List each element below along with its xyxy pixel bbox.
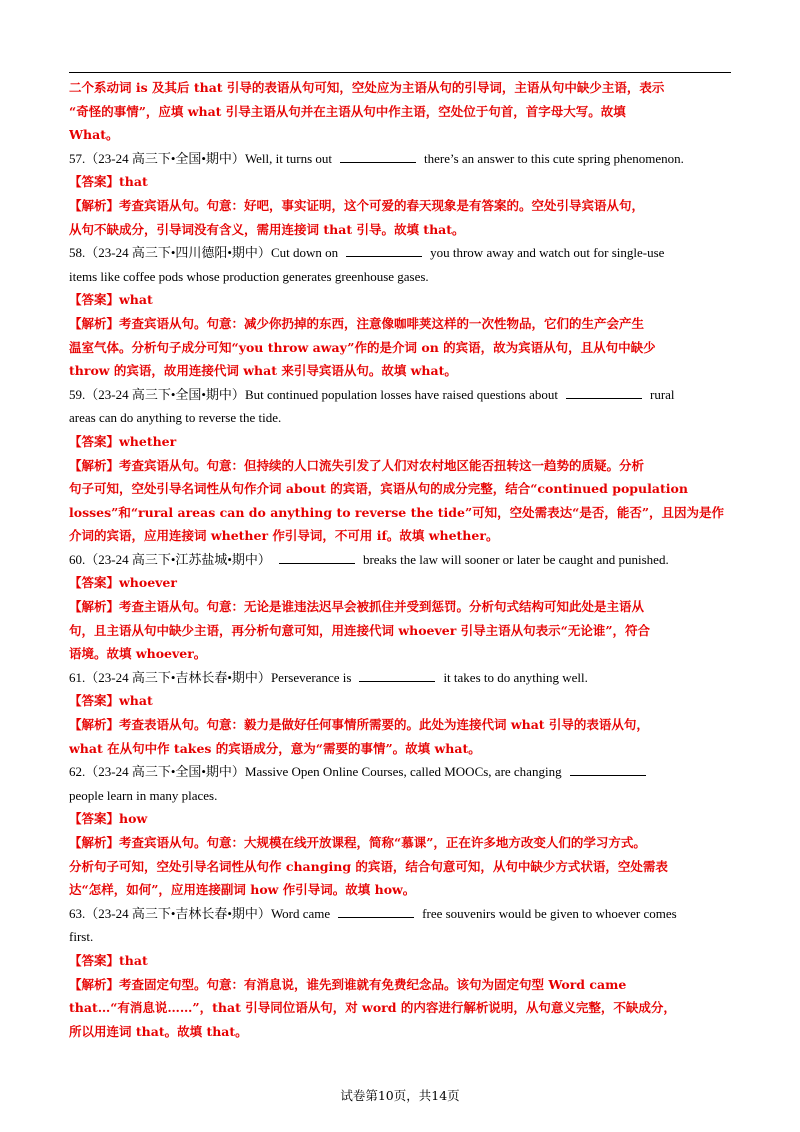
answer-blank <box>279 551 355 564</box>
prev-analysis-line: “奇怪的事情”，应填 what 引导主语从句并在主语从句中作主语，空处位于句首，首字母大写。故填 <box>69 103 626 119</box>
question-number: 60. <box>69 551 86 567</box>
answer-line: 【答案】what <box>69 292 153 308</box>
answer-line: 【答案】how <box>69 811 148 827</box>
analysis-line: 【解析】考查主语从句。句意：无论是谁违法迟早会被抓住并受到惩罚。分析句式结构可知此处是主语从 <box>69 599 645 615</box>
question-stem: 59.（23-24 高三下•全国•期中）But continued population losses have raised questions about rural <box>69 386 675 402</box>
question-source: （23-24 高三下•江苏盐城•期中） <box>85 551 271 567</box>
question-source: （23-24 高三下•吉林长春•期中） <box>85 905 271 921</box>
prev-analysis-line: What。 <box>69 127 119 143</box>
question-stem: 63.（23-24 高三下•吉林长春•期中）Word came free souvenirs would be given to whoever comes <box>69 905 677 921</box>
analysis-line: what 在从句中作 takes 的宾语成分，意为“需要的事情”。故填 what。 <box>69 740 481 756</box>
question-source: （23-24 高三下•全国•期中） <box>85 386 245 402</box>
question-number: 62. <box>69 764 86 780</box>
analysis-line: losses”和“rural areas can do anything to reverse the tide”可知，空处需表达“是否，能否”，且因为是作 <box>69 504 725 520</box>
question-stem: 57.（23-24 高三下•全国•期中）Well, it turns out there’s an answer to this cute spring phenomenon. <box>69 150 684 166</box>
answer-blank <box>338 905 414 918</box>
question-source: （23-24 高三下•全国•期中） <box>85 150 245 166</box>
question-stem-cont: items like coffee pods whose production generates greenhouse gases. <box>69 268 429 284</box>
answer-value: whoever <box>119 575 177 591</box>
question-stem-cont: first. <box>69 929 94 945</box>
question-stem-cont: people learn in many places. <box>69 787 218 803</box>
analysis-line: 【解析】考查宾语从句。句意：减少你扔掉的东西，注意像咖啡荚这样的一次性物品，它们的生产会产生 <box>69 315 645 331</box>
analysis-line: 【解析】考查宾语从句。句意：但持续的人口流失引发了人们对农村地区能否扭转这一趋势的质疑。分析 <box>69 457 645 473</box>
analysis-line: 介词的宾语，应用连接词 whether 作引导词，不可用 if。故填 whether。 <box>69 528 499 544</box>
answer-blank <box>359 669 435 682</box>
analysis-line: 【解析】考查宾语从句。句意：好吧，事实证明，这个可爱的春天现象是有答案的。空处引导宾语从句， <box>69 197 645 213</box>
analysis-line: 句，且主语从句中缺少主语，再分析句意可知，用连接代词 whoever 引导主语从句表示“无论谁”，符合 <box>69 622 651 638</box>
answer-blank <box>566 386 642 399</box>
question-source: （23-24 高三下•吉林长春•期中） <box>85 669 271 685</box>
analysis-line: that…“有消息说……”，that 引导同位语从句，对 word 的内容进行解析说明，从句意义完整，不缺成分， <box>69 1000 676 1016</box>
analysis-line: 所以用连词 that。故填 that。 <box>69 1023 248 1039</box>
question-stem-cont: areas can do anything to reverse the tide. <box>69 410 282 426</box>
question-number: 58. <box>69 245 86 261</box>
answer-line: 【答案】whoever <box>69 575 177 591</box>
answer-blank <box>340 150 416 163</box>
analysis-line: 语境。故填 whoever。 <box>69 646 207 662</box>
question-stem: 58.（23-24 高三下•四川德阳•期中）Cut down on you throw away and watch out for single-use <box>69 245 665 261</box>
analysis-line: 分析句子可知，空处引导名词性从句作 changing 的宾语，结合句意可知，从句中缺少方式状语，空处需表 <box>69 858 668 874</box>
answer-value: whether <box>119 433 177 449</box>
analysis-line: 温室气体。分析句子成分可知“you throw away”作的是介词 on 的宾语，故为宾语从句，且从句中缺少 <box>69 339 656 355</box>
analysis-line: 达“怎样，如何”，应用连接副词 how 作引导词。故填 how。 <box>69 882 416 898</box>
answer-value: what <box>119 292 153 308</box>
analysis-line: throw 的宾语，故用连接代词 what 来引导宾语从句。故填 what。 <box>69 363 457 379</box>
prev-analysis-line: 二个系动词 is 及其后 that 引导的表语从句可知，空处应为主语从句的引导词，主语从句中缺少主语，表示 <box>69 80 665 95</box>
answer-value: how <box>119 811 148 827</box>
analysis-line: 【解析】考查宾语从句。句意：大规模在线开放课程，简称“慕课”，正在许多地方改变人们的学习方式。 <box>69 835 646 850</box>
answer-line: 【答案】whether <box>69 433 177 449</box>
header-rule <box>69 72 731 73</box>
question-stem: 60.（23-24 高三下•江苏盐城•期中） breaks the law will sooner or later be caught and punished. <box>69 551 669 567</box>
document-body <box>69 76 731 1043</box>
question-number: 61. <box>69 669 86 685</box>
question-source: （23-24 高三下•全国•期中） <box>85 764 245 780</box>
answer-value: what <box>119 693 153 709</box>
question-source: （23-24 高三下•四川德阳•期中） <box>85 245 271 261</box>
answer-value: that <box>119 174 148 190</box>
question-number: 59. <box>69 386 86 402</box>
analysis-line: 【解析】考查表语从句。句意：毅力是做好任何事情所需要的。此处为连接代词 what 引导的表语从句， <box>69 717 649 733</box>
answer-blank <box>570 763 646 776</box>
question-stem: 61.（23-24 高三下•吉林长春•期中）Perseverance is it takes to do anything well. <box>69 669 588 685</box>
answer-line: 【答案】that <box>69 174 148 190</box>
analysis-line: 从句不缺成分，引导词没有含义，需用连接词 that 引导。故填 that。 <box>69 221 465 237</box>
answer-value: that <box>119 952 148 968</box>
answer-line: 【答案】that <box>69 952 148 968</box>
answer-line: 【答案】what <box>69 693 153 709</box>
answer-blank <box>346 244 422 257</box>
question-stem: 62.（23-24 高三下•全国•期中）Massive Open Online Courses, called MOOCs, are changing <box>69 760 731 784</box>
page-footer: 试卷第10页，共14页 <box>340 1088 460 1103</box>
analysis-line: 句子可知，空处引导名词性从句作介词 about 的宾语，宾语从句的成分完整，结合“continued population <box>69 481 688 497</box>
question-number: 57. <box>69 150 86 166</box>
analysis-line: 【解析】考查固定句型。句意：有消息说，谁先到谁就有免费纪念品。该句为固定句型 Word came <box>69 976 627 992</box>
question-number: 63. <box>69 905 86 921</box>
